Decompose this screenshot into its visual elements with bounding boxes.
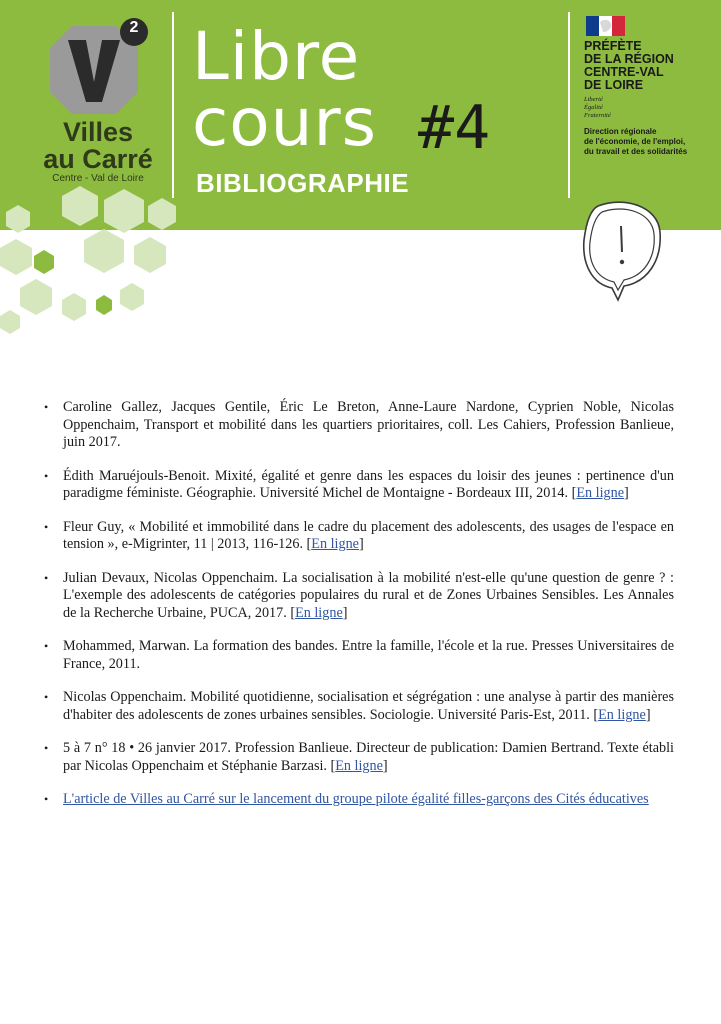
- en-ligne-link[interactable]: En ligne: [598, 706, 646, 723]
- reference-text: Édith Maruéjouls-Benoit. Mixité, égalité et genre dans les espaces du loisir des jeunes : pertinence d'un paradigme féministe. Géographie. Université Michel de Montaigne - Bordeaux III, 2014. [: [63, 467, 674, 501]
- prefecture-name: [584, 40, 714, 92]
- villes-au-carre-article-link[interactable]: L'article de Villes au Carré sur le lancement du groupe pilote égalité filles-garçons des Cités éducatives: [63, 791, 649, 807]
- en-ligne-link[interactable]: En ligne: [295, 604, 343, 621]
- list-item: • Julian Devaux, Nicolas Oppenchaim. La socialisation à la mobilité n'est-elle qu'une question de genre ? : L'exemple des adolescents de catégories populaires du rural et de Zones Urbaines Sensibles. Les Annales de la Recherche Urbaine, PUCA, 2017. [En ligne]: [63, 570, 674, 623]
- title-line2: cours: [192, 84, 378, 161]
- list-item: • Nicolas Oppenchaim. Mobilité quotidienne, socialisation et ségrégation : une analyse à partir des manières d'habiter des adolescents de zones urbaines sensibles. Sociologie. Université Paris-Est, 2011. [En ligne]: [63, 689, 674, 724]
- prefecture-name-line: PRÉFÈTE: [584, 39, 642, 53]
- reference-text: 5 à 7 n° 18 • 26 janvier 2017. Profession Banlieue. Directeur de publication: Damien Bertrand. Texte établi par Nicolas Oppenchaim et Stéphanie Barzasi. [: [63, 740, 674, 774]
- en-ligne-link[interactable]: En ligne: [335, 757, 383, 774]
- divider-right: [568, 12, 570, 198]
- prefecture-name-line: DE LA RÉGION: [584, 52, 674, 66]
- direction-line: du travail et des solidarités: [584, 147, 688, 156]
- motto-line: Liberté: [584, 96, 603, 103]
- direction-line: de l'économie, de l'emploi,: [584, 137, 686, 146]
- prefecture-name-line: CENTRE-VAL: [584, 65, 664, 79]
- reference-text: Fleur Guy, « Mobilité et immobilité dans le cadre du placement des adolescents, des usages de l'espace en tension », e-Migrinter, 11 | 2013, 116-126. [: [63, 518, 674, 552]
- en-ligne-link[interactable]: En ligne: [311, 536, 359, 552]
- list-item: [63, 638, 674, 673]
- logo-name-line2: au Carré: [43, 144, 153, 174]
- logo-wordmark: [42, 118, 154, 186]
- reference-text: Mohammed, Marwan. La formation des bandes. Entre la famille, l'école et la rue. Presses Universitaires de France, 2011.: [63, 638, 674, 672]
- logo-superscript: 2: [129, 19, 139, 36]
- speech-bubble-icon: [578, 196, 668, 316]
- motto-line: Fraternité: [584, 112, 611, 119]
- en-ligne-link[interactable]: En ligne: [576, 485, 625, 501]
- prefecture-block: [584, 40, 714, 157]
- list-item: • 5 à 7 n° 18 • 26 janvier 2017. Profession Banlieue. Directeur de publication: Damien Bertrand. Texte établi par Nicolas Oppenchaim et Stéphanie Barzasi. [En ligne]: [63, 740, 674, 775]
- logo-tagline: Centre - Val de Loire: [52, 173, 144, 184]
- divider-left: [172, 12, 174, 198]
- title-line1: Libre: [192, 18, 361, 95]
- page-subtitle: BIBLIOGRAPHIE: [196, 168, 410, 198]
- reference-text: Nicolas Oppenchaim. Mobilité quotidienne, socialisation et ségrégation : une analyse à partir des manières d'habiter des adolescents de zones urbaines sensibles. Sociologie. Université Paris-Est, 2011. [: [63, 689, 674, 723]
- issue-number: #4: [418, 93, 491, 163]
- list-item: • Fleur Guy, « Mobilité et immobilité dans le cadre du placement des adolescents, des usages de l'espace en tension », e-Migrinter, 11 | 2013, 116-126. [En ligne]: [63, 519, 674, 554]
- reference-text: Caroline Gallez, Jacques Gentile, Éric Le Breton, Anne-Laure Nardone, Cyprien Noble, Nicolas Oppenchaim, Transport et mobilité dans les quartiers prioritaires, coll. Les Cahiers, Profession Banlieue, juin 2017.: [63, 399, 674, 450]
- marianne-icon: [584, 14, 628, 38]
- logo-name-line1: Villes: [62, 117, 134, 147]
- prefecture-name-line: DE LOIRE: [584, 78, 644, 92]
- list-item: [63, 399, 674, 452]
- direction-line: Direction régionale: [584, 127, 657, 136]
- prefecture-direction: [584, 127, 714, 157]
- motto-line: Égalité: [584, 104, 603, 111]
- bibliography-list: [63, 399, 674, 825]
- list-item: • Édith Maruéjouls-Benoit. Mixité, égalité et genre dans les espaces du loisir des jeunes : pertinence d'un paradigme féministe. Géographie. Université Michel de Montaigne - Bordeaux III, 2014. [En ligne]: [63, 468, 674, 503]
- prefecture-motto: [584, 96, 714, 120]
- reference-text: Julian Devaux, Nicolas Oppenchaim. La socialisation à la mobilité n'est-elle qu'une question de genre ? : L'exemple des adolescents de catégories populaires du rural et de Zones Urbaines Sensibles. Les Annales de la Recherche Urbaine, PUCA, 2017. [: [63, 569, 674, 621]
- list-item: [63, 791, 674, 809]
